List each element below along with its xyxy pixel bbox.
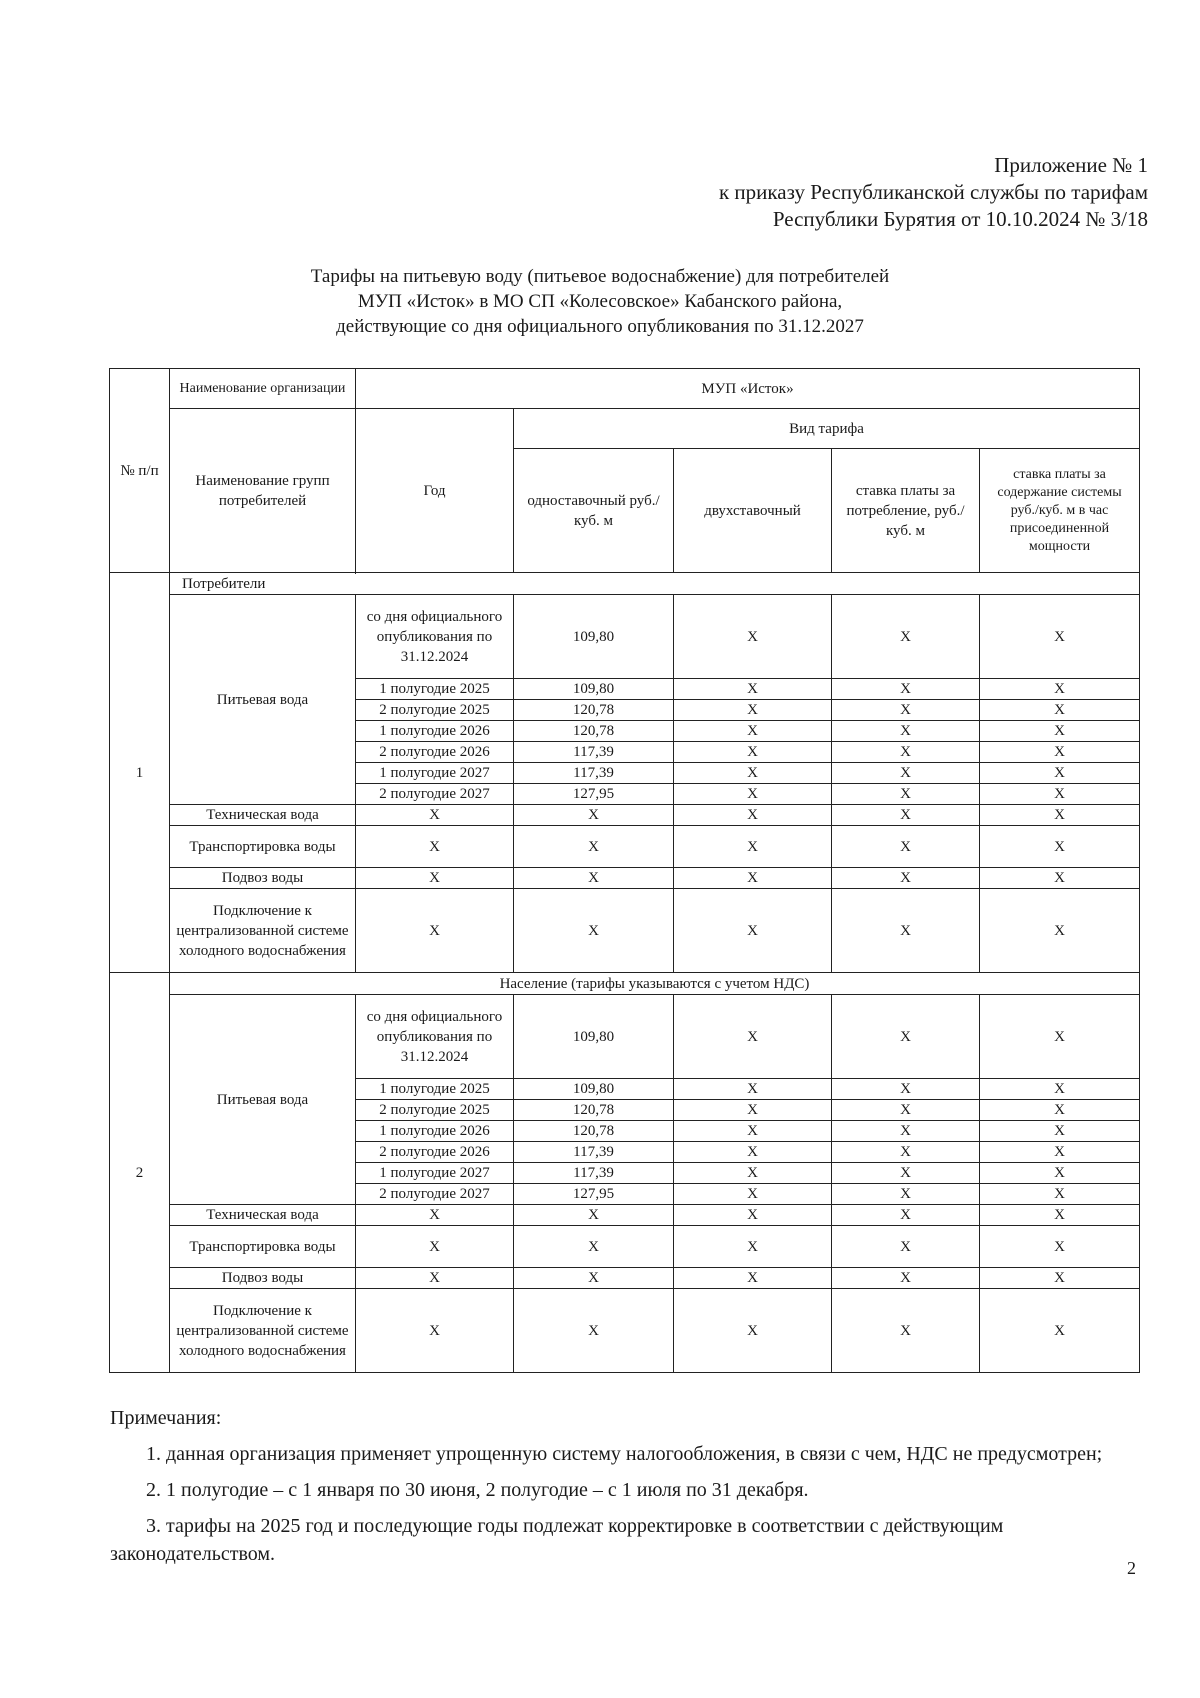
tariff-table [109,368,1140,1373]
value-consumption: X [832,805,980,826]
value-single: 109,80 [514,995,674,1079]
value-single: 120,78 [514,1121,674,1142]
period-cell: X [356,1226,514,1268]
table-row [110,868,1140,889]
value-double: X [674,1121,832,1142]
value-single: X [514,826,674,868]
period-cell: 2 полугодие 2025 [356,700,514,721]
header-org-label: Наименование организации [170,369,356,409]
appendix-line-1: Приложение № 1 [994,153,1148,177]
period-cell: X [356,1289,514,1373]
value-capacity: X [980,1205,1140,1226]
table-row [110,995,1140,1079]
value-capacity: X [980,763,1140,784]
notes-section [110,1404,1142,1576]
value-capacity: X [980,679,1140,700]
value-single: 109,80 [514,1079,674,1100]
group-name: Транспортировка воды [170,1226,356,1268]
group-name: Транспортировка воды [170,826,356,868]
table-row [110,1268,1140,1289]
appendix-line-3: Республики Бурятия от 10.10.2024 № 3/18 [772,207,1148,231]
value-capacity: X [980,826,1140,868]
group-name: Подвоз воды [170,868,356,889]
period-cell: 2 полугодие 2027 [356,784,514,805]
value-double: X [674,1163,832,1184]
group-name: Подвоз воды [170,1268,356,1289]
period-cell: X [356,826,514,868]
header-col-single: одноставочный руб./ куб. м [514,449,674,573]
value-single: 127,95 [514,1184,674,1205]
period-cell: со дня официального опубликования по 31.12.2024 [356,995,514,1079]
value-double: X [674,868,832,889]
period-cell: X [356,805,514,826]
value-capacity: X [980,995,1140,1079]
period-cell: 1 полугодие 2026 [356,1121,514,1142]
value-consumption: X [832,784,980,805]
value-capacity: X [980,1226,1140,1268]
header-col-consumption: ставка платы за потребление, руб./ куб. м [832,449,980,573]
value-capacity: X [980,1184,1140,1205]
header-tariff-type: Вид тарифа [514,409,1140,449]
table-row [110,805,1140,826]
value-single: X [514,1268,674,1289]
section-header-row [110,973,1140,995]
value-consumption: X [832,595,980,679]
value-consumption: X [832,1184,980,1205]
value-double: X [674,1184,832,1205]
document-title [180,264,1020,339]
period-cell: 2 полугодие 2026 [356,1142,514,1163]
period-cell: 1 полугодие 2025 [356,1079,514,1100]
header-year-label: Год [356,409,514,573]
value-consumption: X [832,826,980,868]
value-double: X [674,1268,832,1289]
title-line-3: действующие со дня официального опубликования по 31.12.2027 [336,316,864,337]
period-cell: 1 полугодие 2026 [356,721,514,742]
table-row [110,889,1140,973]
period-cell: со дня официального опубликования по 31.12.2024 [356,595,514,679]
value-consumption: X [832,1205,980,1226]
value-consumption: X [832,868,980,889]
value-double: X [674,679,832,700]
period-cell: X [356,889,514,973]
note-item: 2. 1 полугодие – с 1 января по 30 июня, 2 полугодие – с 1 июля по 31 декабря. [146,1479,809,1501]
value-single: 109,80 [514,595,674,679]
value-capacity: X [980,595,1140,679]
period-cell: X [356,868,514,889]
value-double: X [674,889,832,973]
value-double: X [674,805,832,826]
value-capacity: X [980,700,1140,721]
value-capacity: X [980,1163,1140,1184]
value-double: X [674,826,832,868]
appendix-header [719,152,1148,233]
row-number: 1 [110,573,170,973]
value-double: X [674,1142,832,1163]
value-capacity: X [980,868,1140,889]
value-double: X [674,1079,832,1100]
value-capacity: X [980,889,1140,973]
value-consumption: X [832,1100,980,1121]
section-header-row [110,573,1140,595]
section-label: Потребители [170,573,1140,595]
table-row [110,1226,1140,1268]
value-single: X [514,868,674,889]
value-consumption: X [832,1289,980,1373]
group-name: Техническая вода [170,805,356,826]
value-capacity: X [980,1121,1140,1142]
value-consumption: X [832,1121,980,1142]
value-capacity: X [980,721,1140,742]
value-double: X [674,995,832,1079]
value-consumption: X [832,995,980,1079]
value-consumption: X [832,1268,980,1289]
title-line-1: Тарифы на питьевую воду (питьевое водоснабжение) для потребителей [310,266,890,287]
value-capacity: X [980,784,1140,805]
group-drinking-water: Питьевая вода [170,995,356,1205]
period-cell: X [356,1268,514,1289]
table-row [110,1289,1140,1373]
value-capacity: X [980,742,1140,763]
period-cell: 1 полугодие 2027 [356,1163,514,1184]
value-single: 117,39 [514,1163,674,1184]
table-row [110,1205,1140,1226]
value-consumption: X [832,742,980,763]
group-name: Подключение к централизованной системе холодного водоснабжения [170,889,356,973]
period-cell: 1 полугодие 2025 [356,679,514,700]
value-single: X [514,1226,674,1268]
value-single: 120,78 [514,1100,674,1121]
value-consumption: X [832,700,980,721]
value-single: 117,39 [514,1142,674,1163]
value-double: X [674,784,832,805]
value-double: X [674,742,832,763]
group-name: Техническая вода [170,1205,356,1226]
header-groups-label: Наименование групп потребителей [170,409,356,573]
value-consumption: X [832,889,980,973]
appendix-line-2: к приказу Республиканской службы по тарифам [718,180,1148,204]
value-consumption: X [832,721,980,742]
notes-heading: Примечания: [110,1407,222,1429]
group-drinking-water: Питьевая вода [170,595,356,805]
period-cell: 2 полугодие 2027 [356,1184,514,1205]
value-single: X [514,1205,674,1226]
period-cell: 1 полугодие 2027 [356,763,514,784]
value-single: X [514,805,674,826]
value-capacity: X [980,1079,1140,1100]
period-cell: 2 полугодие 2025 [356,1100,514,1121]
value-double: X [674,721,832,742]
row-number: 2 [110,973,170,1373]
value-single: 117,39 [514,763,674,784]
value-double: X [674,1289,832,1373]
note-item: 1. данная организация применяет упрощенную систему налогообложения, в связи с чем, НДС не предусмотрен; [146,1443,1103,1465]
value-double: X [674,1205,832,1226]
header-col-capacity: ставка платы за содержание системы руб./куб. м в час присоединенной мощности [980,449,1140,573]
value-double: X [674,763,832,784]
value-capacity: X [980,1142,1140,1163]
table-row [110,595,1140,679]
value-double: X [674,1226,832,1268]
value-consumption: X [832,1226,980,1268]
period-cell: 2 полугодие 2026 [356,742,514,763]
title-line-2: МУП «Исток» в МО СП «Колесовское» Кабанского района, [357,291,843,312]
period-cell: X [356,1205,514,1226]
value-capacity: X [980,1268,1140,1289]
value-single: 120,78 [514,700,674,721]
page-number: 2 [1127,1558,1136,1578]
value-capacity: X [980,1100,1140,1121]
header-col-double: двухставочный [674,449,832,573]
value-consumption: X [832,763,980,784]
value-double: X [674,1100,832,1121]
value-consumption: X [832,1079,980,1100]
value-single: X [514,889,674,973]
value-consumption: X [832,1142,980,1163]
group-name: Подключение к централизованной системе холодного водоснабжения [170,1289,356,1373]
value-double: X [674,700,832,721]
header-org-name: МУП «Исток» [356,369,1140,409]
value-capacity: X [980,1289,1140,1373]
header-num: № п/п [110,369,170,573]
note-item: 3. тарифы на 2025 год и последующие годы подлежат корректировке в соответствии с действующим законодательством. [110,1515,1004,1565]
value-single: 109,80 [514,679,674,700]
table-row [110,826,1140,868]
value-single: 127,95 [514,784,674,805]
value-consumption: X [832,679,980,700]
value-consumption: X [832,1163,980,1184]
section-label: Население (тарифы указываются с учетом НДС) [170,973,1140,995]
value-single: 120,78 [514,721,674,742]
value-capacity: X [980,805,1140,826]
value-single: X [514,1289,674,1373]
value-double: X [674,595,832,679]
value-single: 117,39 [514,742,674,763]
